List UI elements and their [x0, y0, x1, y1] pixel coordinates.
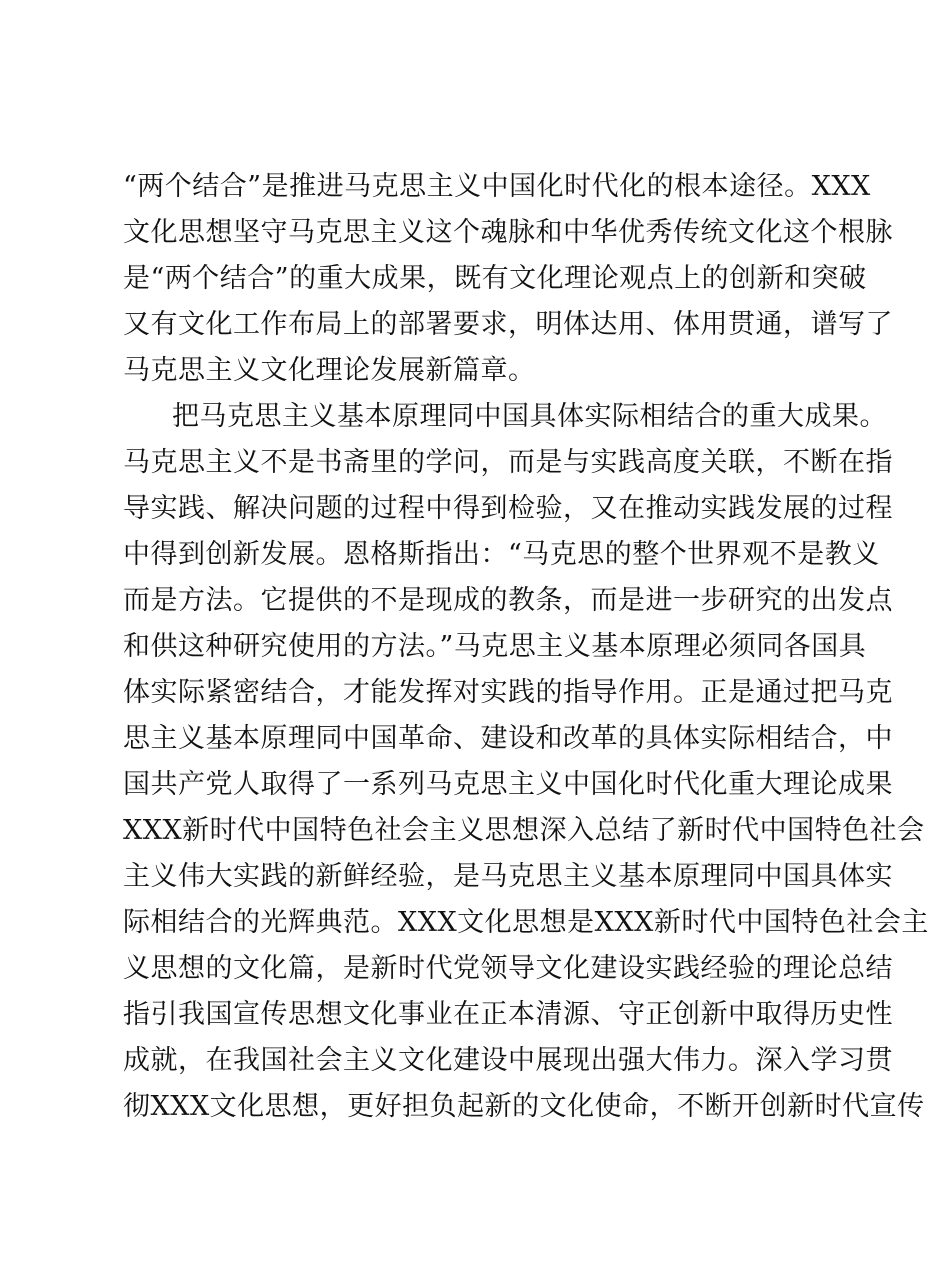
- text-line: 主义伟大实践的新鲜经验，是马克思主义基本原理同中国具体实: [123, 861, 893, 892]
- text-line: 又有文化工作布局上的部署要求，明体达用、体用贯通，谱写了: [123, 309, 893, 340]
- text-line: 义思想的文化篇，是新时代党领导文化建设实践经验的理论总结: [123, 953, 893, 984]
- text-line: 际相结合的光辉典范。XXX文化思想是XXX新时代中国特色社会主: [123, 907, 929, 938]
- text-line: 马克思主义不是书斋里的学问，而是与实践高度关联，不断在指: [123, 447, 893, 478]
- text-line: 彻XXX文化思想，更好担负起新的文化使命，不断开创新时代宣传: [123, 1091, 925, 1122]
- text-line: 而是方法。它提供的不是现成的教条，而是进一步研究的出发点: [123, 585, 893, 616]
- text-line: “两个结合”是推进马克思主义中国化时代化的根本途径。XXX: [123, 171, 871, 202]
- text-line: 思主义基本原理同中国革命、建设和改革的具体实际相结合，中: [123, 723, 893, 754]
- text-line: 中得到创新发展。恩格斯指出：“马克思的整个世界观不是教义: [123, 539, 880, 570]
- text-line: 导实践、解决问题的过程中得到检验，又在推动实践发展的过程: [123, 493, 893, 524]
- paragraph-heading-line: 把马克思主义基本原理同中国具体实际相结合的重大成果。: [172, 401, 887, 432]
- text-line: 成就，在我国社会主义文化建设中展现出强大伟力。深入学习贯: [123, 1045, 893, 1076]
- text-line: 体实际紧密结合，才能发挥对实践的指导作用。正是通过把马克: [123, 677, 893, 708]
- text-line: XXX新时代中国特色社会主义思想深入总结了新时代中国特色社会: [123, 815, 925, 846]
- text-line: 是“两个结合”的重大成果，既有文化理论观点上的创新和突破: [123, 263, 867, 294]
- text-line: 马克思主义文化理论发展新篇章。: [123, 355, 536, 386]
- text-line: 国共产党人取得了一系列马克思主义中国化时代化重大理论成果: [123, 769, 893, 800]
- text-line: 和供这种研究使用的方法。”马克思主义基本原理必须同各国具: [123, 631, 867, 662]
- text-line: 指引我国宣传思想文化事业在正本清源、守正创新中取得历史性: [123, 999, 893, 1030]
- text-line: 文化思想坚守马克思主义这个魂脉和中华优秀传统文化这个根脉: [123, 217, 893, 248]
